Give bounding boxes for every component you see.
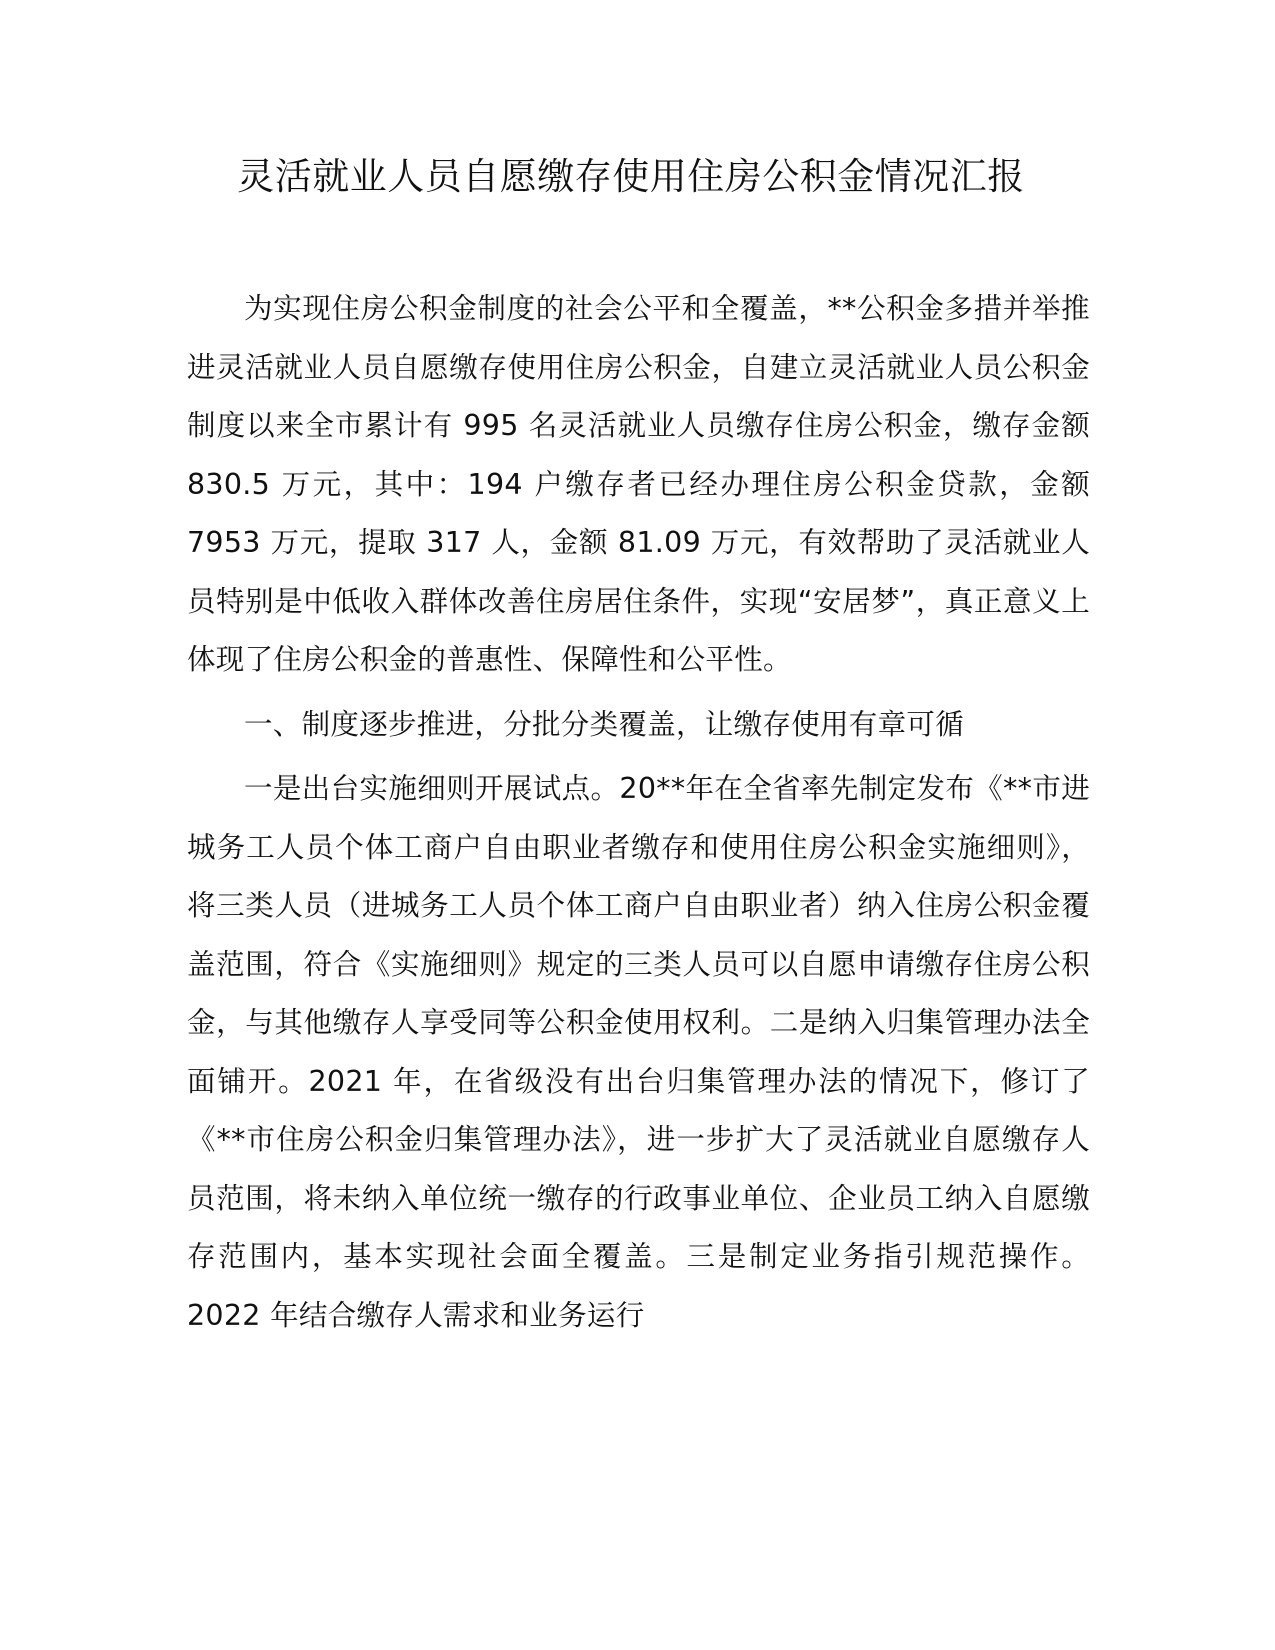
document-body [187, 280, 1090, 1345]
section-1-paragraph: 一是出台实施细则开展试点。20**年在全省率先制定发布《**市进城务工人员个体工商户自由职业者缴存和使用住房公积金实施细则》，将三类人员（进城务工人员个体工商户自由职业者）纳入住房公积金覆盖范围，符合《实施细则》规定的三类人员可以自愿申请缴存住房公积金，与其他缴存人享受同等公积金使用权利。二是纳入归集管理办法全面铺开。2021 年，在省级没有出台归集管理办法的情况下，修订了《**市住房公积金归集管理办法》，进一步扩大了灵活就业自愿缴存人员范围，将未纳入单位统一缴存的行政事业单位、企业员工纳入自愿缴存范围内，基本实现社会面全覆盖。三是制定业务指引规范操作。2022 年结合缴存人需求和业务运行 [187, 772, 1090, 1332]
section-heading-1: 一、制度逐步推进，分批分类覆盖，让缴存使用有章可循 [244, 707, 965, 741]
document-title: 灵活就业人员自愿缴存使用住房公积金情况汇报 [237, 155, 1025, 198]
intro-paragraph: 为实现住房公积金制度的社会公平和全覆盖，**公积金多措并举推进灵活就业人员自愿缴存使用住房公积金，自建立灵活就业人员公积金制度以来全市累计有 995 名灵活就业人员缴存住房公积金，缴存金额 830.5 万元，其中：194 户缴存者已经办理住房公积金贷款，金额 7953 万元，提取 317 人，金额 81.09 万元，有效帮助了灵活就业人员特别是中低收入群体改善住房居住条件，实现“安居梦”，真正意义上体现了住房公积金的普惠性、保障性和公平性。 [187, 292, 1090, 676]
